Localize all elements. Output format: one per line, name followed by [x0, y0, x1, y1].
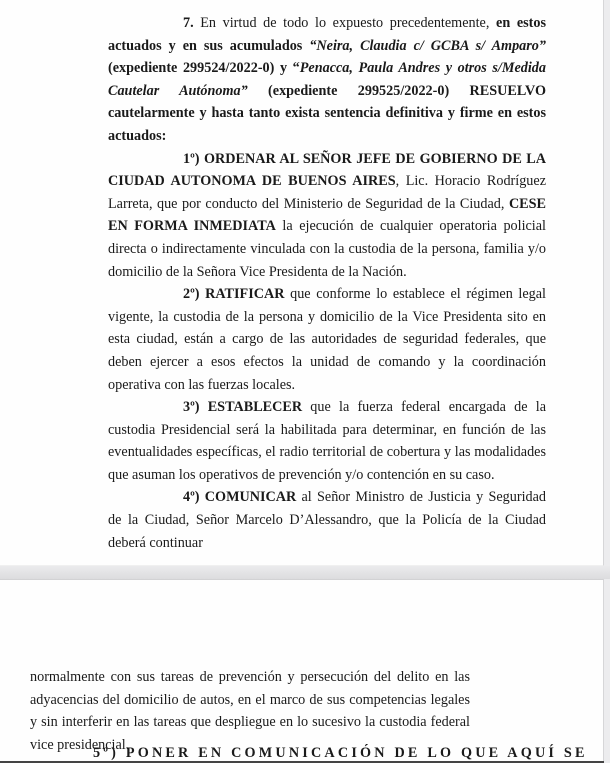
text-segment: la ejecución de cualquier operatoria policial directa o indirectamente vinculada con la custodia de la persona, familia y/o domicilio de la Señora Vice Presidenta de la Nación. — [108, 218, 546, 280]
text-segment: 3º) ESTABLECER — [183, 399, 303, 416]
text-segment: 2º) RATIFICAR — [183, 286, 285, 303]
text-segment: 7. — [183, 15, 194, 31]
text-segment: , Lic. Horacio Rodríguez Larreta, que por conducto del Ministerio de Seguridad de la Ciudad, — [108, 173, 546, 212]
text-segment: (expediente 299525/2022-0) RESUELVO cautelarmente y hasta tanto exista sentencia definitiva y firme en estos actuados: — [108, 82, 547, 144]
paragraph-continuation — [30, 666, 470, 756]
text-segment: “Neira, Claudia c/ GCBA s/ Amparo” — [309, 37, 546, 54]
text-segment: que conforme lo establece el régimen legal vigente, la custodia de la persona y domicilio de la Vice Presidenta sito en esta ciudad, están a cargo de las autoridades de seguridad federales, que deben ejercer a esos efectos la unidad de comando y la coordinación operativa con las fuerzas locales. — [108, 286, 546, 393]
text-segment: (expediente 299524/2022-0) y “ — [108, 60, 300, 77]
text-segment: 1º) ORDENAR AL SEÑOR JEFE DE GOBIERNO DE LA CIUDAD AUTONOMA DE BUENOS AIRES — [108, 150, 546, 190]
text-segment: Penacca, Paula Andres y otros s/Medida Cautelar Autónoma” — [108, 60, 546, 99]
page-2-text-column — [30, 666, 470, 756]
text-segment: al Señor Ministro de Justicia y Seguridad de la Ciudad, Señor Marcelo D’Alessandro, que la Policía de la Ciudad deberá continuar — [108, 489, 546, 551]
page-separator — [0, 566, 610, 579]
paragraph-item-2 — [108, 283, 546, 396]
paragraph-item-5-partial: 5º) PONER EN COMUNICACIÓN DE LO QUE AQUÍ SE — [93, 745, 588, 761]
viewer-right-edge — [604, 0, 610, 763]
text-segment: 4º) COMUNICAR — [183, 489, 297, 506]
text-segment: CESE EN FORMA INMEDIATA — [108, 195, 546, 235]
paragraph-item-3 — [108, 396, 546, 486]
text-segment: En virtud de todo lo expuesto precedentemente, — [193, 15, 497, 31]
text-segment: que la fuerza federal encargada de la custodia Presidencial será la habilitada para determinar, en función de las eventualidades específicas, el radio territorial de cobertura y las modalidades que asuman los operativos de prevención y/o contención en su caso. — [108, 399, 546, 483]
document-page-2 — [0, 579, 604, 763]
page-1-text-column — [108, 12, 546, 554]
paragraph-item-1 — [108, 148, 546, 284]
text-segment: normalmente con sus tareas de prevención y persecución del delito en las adyacencias del domicilio de autos, en el marco de sus competencias legales y sin interferir en las tareas que despliegue en lo sucesivo la custodia federal vice presidencial. — [30, 669, 470, 753]
text-segment: en estos actuados y en sus acumulados — [108, 15, 546, 54]
paragraph-item-4 — [108, 486, 546, 554]
paragraph-resolution-intro — [108, 12, 546, 148]
